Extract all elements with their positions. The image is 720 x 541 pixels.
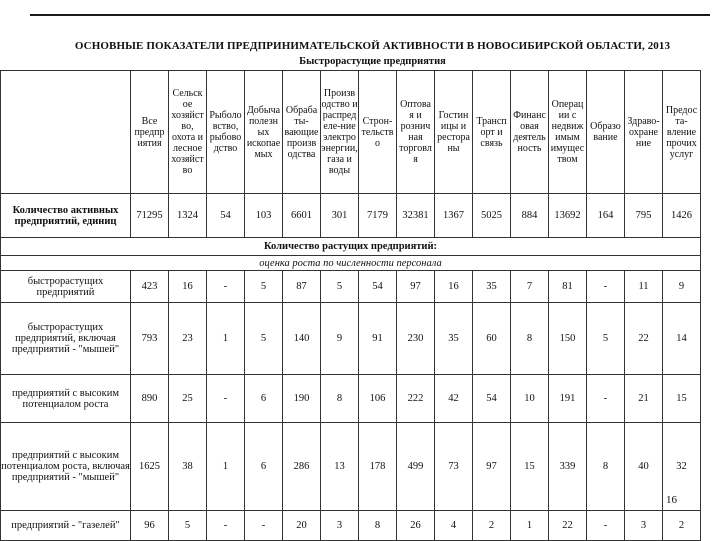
table-cell: 10 <box>511 375 549 423</box>
column-header: Трансп орт и связь <box>473 71 511 194</box>
row-label: предприятий с высоким потенциалом роста <box>1 375 131 423</box>
table-cell: 3 <box>625 511 663 541</box>
table-cell: 54 <box>359 271 397 303</box>
section-title-row <box>1 238 701 256</box>
table-cell: 499 <box>397 423 435 511</box>
column-header: Образо вание <box>587 71 625 194</box>
table-cell: 7179 <box>359 194 397 238</box>
table-cell: 96 <box>131 511 169 541</box>
table-cell: 103 <box>245 194 283 238</box>
table-cell: 87 <box>283 271 321 303</box>
table-cell: 222 <box>397 375 435 423</box>
indicators-table <box>0 70 701 541</box>
column-header: Операц ии с недвиж имым имущес твом <box>549 71 587 194</box>
top-rule <box>30 14 710 16</box>
section-title: Количество растущих предприятий: <box>1 238 701 256</box>
table-cell: 32 <box>663 423 701 511</box>
table-cell: 8 <box>587 423 625 511</box>
header-row <box>1 71 701 194</box>
table-cell: 8 <box>321 375 359 423</box>
document-subtitle: Быстрорастущие предприятия <box>299 56 446 67</box>
table-row <box>1 511 701 541</box>
table-cell: 1 <box>511 511 549 541</box>
table-cell: 8 <box>511 303 549 375</box>
table-cell: 13692 <box>549 194 587 238</box>
table-cell: 16 <box>435 271 473 303</box>
table-cell: 21 <box>625 375 663 423</box>
table-cell: 1 <box>207 423 245 511</box>
table-cell: 15 <box>511 423 549 511</box>
table-cell: 286 <box>283 423 321 511</box>
column-header: Обраба ты- вающие произв одства <box>283 71 321 194</box>
table-cell: 2 <box>663 511 701 541</box>
table-cell: 35 <box>473 271 511 303</box>
table-cell: 190 <box>283 375 321 423</box>
table-cell: 14 <box>663 303 701 375</box>
table-cell: 1324 <box>169 194 207 238</box>
table-cell: 3 <box>321 511 359 541</box>
table-cell: 6 <box>245 423 283 511</box>
table-cell: 9 <box>321 303 359 375</box>
table-cell: 16 <box>169 271 207 303</box>
row-label: быстрорастущих предприятий, включая предприятий - "мышей" <box>1 303 131 375</box>
table-cell: 191 <box>549 375 587 423</box>
table-row <box>1 375 701 423</box>
column-header: Оптова я и рознич ная торговл я <box>397 71 435 194</box>
table-cell: 11 <box>625 271 663 303</box>
table-cell: 4 <box>435 511 473 541</box>
row-label: предприятий - "газелей" <box>1 511 131 541</box>
table-cell: 60 <box>473 303 511 375</box>
table-cell: - <box>587 271 625 303</box>
table-cell: 81 <box>549 271 587 303</box>
table-cell: 25 <box>169 375 207 423</box>
table-cell: 1367 <box>435 194 473 238</box>
table-row <box>1 423 701 511</box>
table-cell: 97 <box>397 271 435 303</box>
table-cell: 38 <box>169 423 207 511</box>
table-cell: 22 <box>625 303 663 375</box>
table-cell: - <box>207 375 245 423</box>
table-cell: 20 <box>283 511 321 541</box>
table-cell: 54 <box>207 194 245 238</box>
column-header: Финанс овая деятель ность <box>511 71 549 194</box>
table-cell: 5 <box>169 511 207 541</box>
table-cell: 71295 <box>131 194 169 238</box>
table-cell: 5 <box>587 303 625 375</box>
table-cell: 793 <box>131 303 169 375</box>
table-cell: 5 <box>245 303 283 375</box>
table-cell: 40 <box>625 423 663 511</box>
column-header: Гостин ицы и рестора ны <box>435 71 473 194</box>
table-cell: 164 <box>587 194 625 238</box>
document-title: ОСНОВНЫЕ ПОКАЗАТЕЛИ ПРЕДПРИНИМАТЕЛЬСКОЙ АКТИВНОСТИ В НОВОСИБИРСКОЙ ОБЛАСТИ, 2013 <box>74 40 671 52</box>
table-cell: 140 <box>283 303 321 375</box>
table-cell: 13 <box>321 423 359 511</box>
table-cell: 8 <box>359 511 397 541</box>
table-cell: 5025 <box>473 194 511 238</box>
table-cell: 32381 <box>397 194 435 238</box>
table-cell: 97 <box>473 423 511 511</box>
table-cell: - <box>587 511 625 541</box>
table-cell: - <box>245 511 283 541</box>
table-cell: 5 <box>321 271 359 303</box>
table-cell: 35 <box>435 303 473 375</box>
table-cell: 5 <box>245 271 283 303</box>
table-cell: 2 <box>473 511 511 541</box>
row-label: Количество активных предприятий, единиц <box>1 194 131 238</box>
table-cell: - <box>587 375 625 423</box>
table-cell: 26 <box>397 511 435 541</box>
table-cell: 42 <box>435 375 473 423</box>
table-cell: 54 <box>473 375 511 423</box>
table-cell: 106 <box>359 375 397 423</box>
table-cell: 1625 <box>131 423 169 511</box>
column-header: Все предпр иятия <box>131 71 169 194</box>
table-cell: 91 <box>359 303 397 375</box>
table-cell: 230 <box>397 303 435 375</box>
page-number: 16 <box>666 494 677 506</box>
table-cell: - <box>207 511 245 541</box>
table-cell: 1 <box>207 303 245 375</box>
table-cell: 178 <box>359 423 397 511</box>
table-cell: 339 <box>549 423 587 511</box>
table-cell: 1426 <box>663 194 701 238</box>
indicators-table-container <box>0 70 701 541</box>
table-row <box>1 303 701 375</box>
table-cell: 795 <box>625 194 663 238</box>
table-cell: 22 <box>549 511 587 541</box>
row-label: предприятий с высоким потенциалом роста, включая предприятий - "мышей" <box>1 423 131 511</box>
section-subtitle-row <box>1 256 701 271</box>
table-cell: 15 <box>663 375 701 423</box>
table-cell: 884 <box>511 194 549 238</box>
column-header: Сельск ое хозяйст во, охота и лесное хозяйст во <box>169 71 207 194</box>
column-header: Произв одство и распред еле-ние электро энергии, газа и воды <box>321 71 359 194</box>
table-cell: 73 <box>435 423 473 511</box>
active-enterprises-row <box>1 194 701 238</box>
table-cell: 6601 <box>283 194 321 238</box>
table-cell: 7 <box>511 271 549 303</box>
section-subtitle: оценка роста по численности персонала <box>1 256 701 271</box>
row-label: быстрорастущих предприятий <box>1 271 131 303</box>
column-header: Предос та- вление прочих услуг <box>663 71 701 194</box>
column-header: Добыча полезн ых ископае мых <box>245 71 283 194</box>
table-cell: - <box>207 271 245 303</box>
header-corner <box>1 71 131 194</box>
table-cell: 890 <box>131 375 169 423</box>
table-cell: 150 <box>549 303 587 375</box>
table-cell: 23 <box>169 303 207 375</box>
table-row <box>1 271 701 303</box>
table-cell: 301 <box>321 194 359 238</box>
table-cell: 6 <box>245 375 283 423</box>
column-header: Строн- тельств о <box>359 71 397 194</box>
table-cell: 423 <box>131 271 169 303</box>
column-header: Здраво- охране ние <box>625 71 663 194</box>
table-cell: 9 <box>663 271 701 303</box>
column-header: Рыболо вство, рыбово дство <box>207 71 245 194</box>
